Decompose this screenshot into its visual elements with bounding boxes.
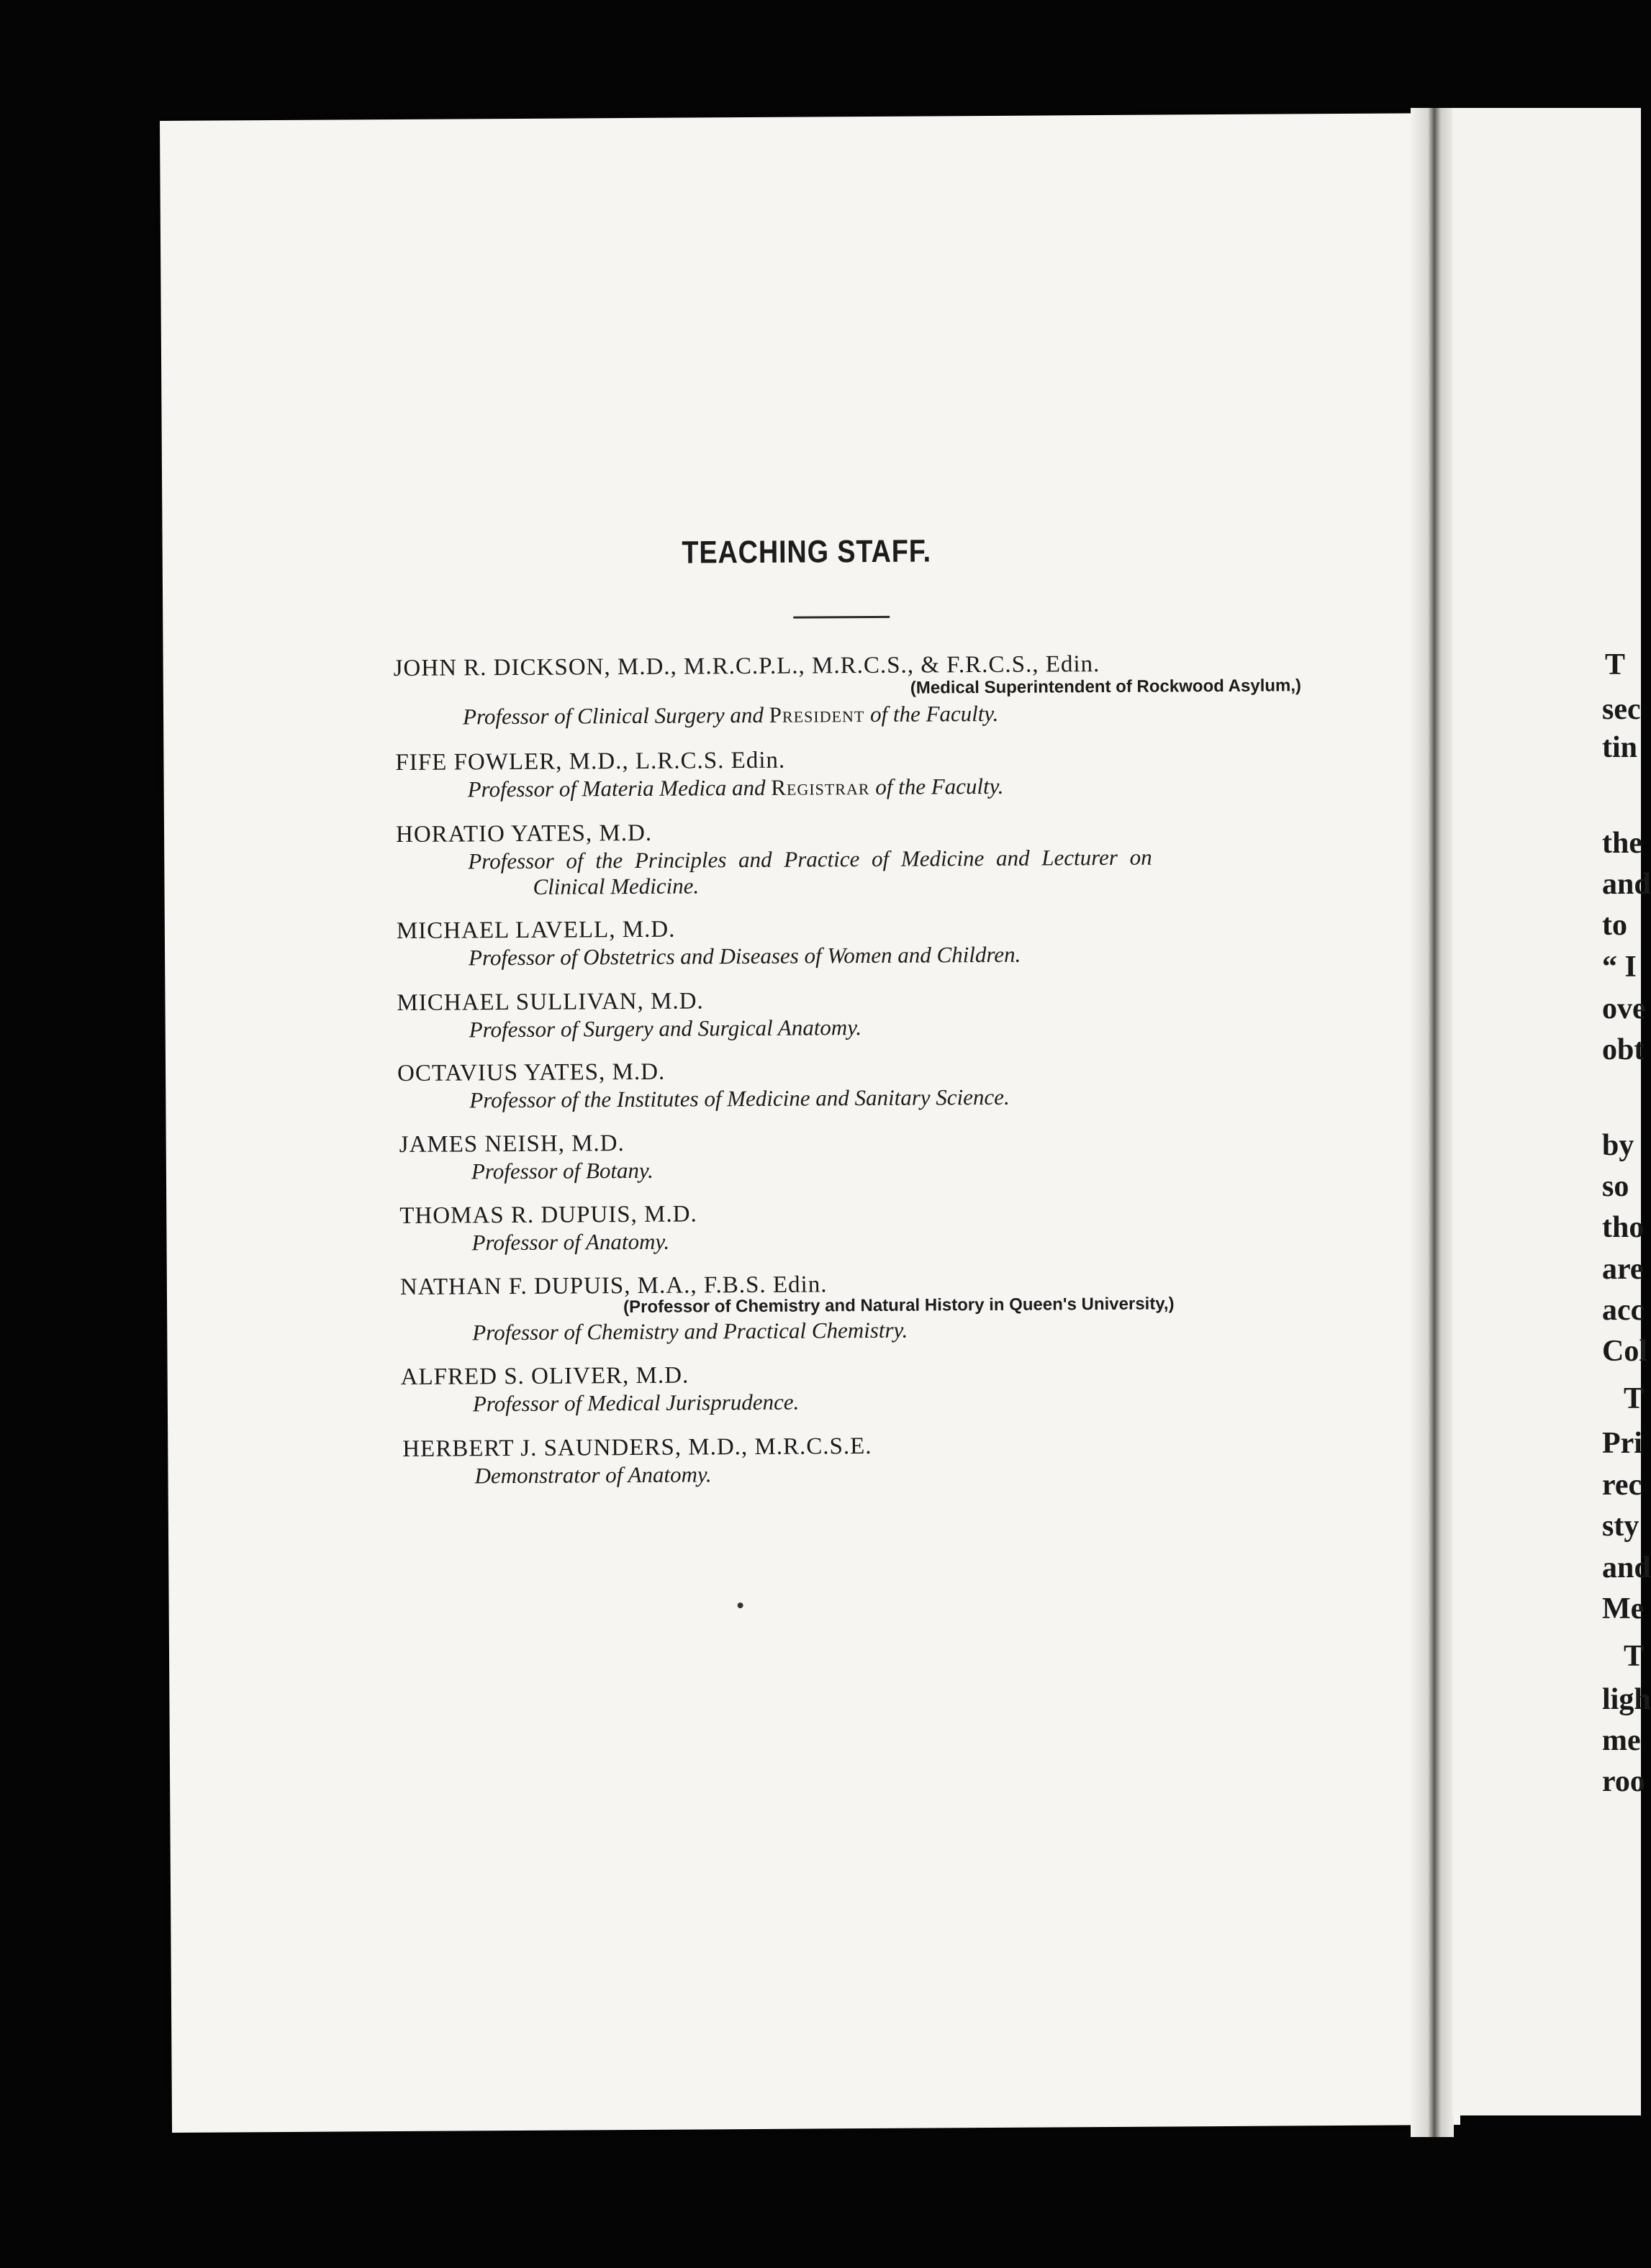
- staff-entry-sullivan: [397, 988, 862, 1043]
- staff-title: Professor of Surgery and Surgical Anatomy.: [469, 1015, 862, 1043]
- staff-entry-fowler: [395, 747, 1004, 802]
- fragment: ove: [1602, 992, 1646, 1025]
- staff-name: JAMES NEISH, M.D.: [399, 1130, 625, 1158]
- staff-title: Professor of Medical Jurisprudence.: [472, 1389, 800, 1417]
- staff-entry-lavell: [396, 916, 1021, 971]
- staff-name: MICHAEL LAVELL, M.D.: [396, 916, 676, 945]
- title-small-caps: President: [769, 702, 865, 727]
- fragment: to: [1602, 909, 1627, 942]
- heading-rule: [793, 616, 890, 619]
- fragment: Col: [1602, 1335, 1647, 1368]
- fragment: and: [1602, 868, 1651, 901]
- staff-entry-octavius-yates: [397, 1058, 1010, 1113]
- staff-title: Professor of Botany.: [471, 1157, 653, 1184]
- title-text: of the Faculty.: [875, 773, 1004, 799]
- fragment: Pri: [1602, 1427, 1642, 1460]
- staff-entry-neish: [399, 1130, 653, 1184]
- staff-entry-saunders: [402, 1433, 872, 1489]
- fragment: are: [1602, 1253, 1644, 1286]
- staff-name: JOHN R. DICKSON, M.D., M.R.C.P.L., M.R.C.S., & F.R.C.S., Edin.: [393, 651, 1100, 682]
- fragment: ligh: [1602, 1683, 1651, 1716]
- page-heading: TEACHING STAFF.: [682, 533, 932, 571]
- staff-name: HERBERT J. SAUNDERS, M.D., M.R.C.S.E.: [402, 1433, 872, 1462]
- fragment: T: [1605, 648, 1626, 681]
- staff-title: Professor of Chemistry and Practical Chemistry.: [472, 1317, 908, 1346]
- staff-title: Professor of Obstetrics and Diseases of Women and Children.: [469, 941, 1021, 971]
- title-small-caps: Registrar: [771, 774, 870, 800]
- staff-entry-horatio-yates: [395, 820, 1152, 899]
- fragment: obt: [1602, 1033, 1645, 1066]
- fragment: “ I: [1602, 951, 1637, 984]
- title-text: of the Faculty.: [869, 700, 999, 727]
- ink-speck: [738, 1602, 743, 1608]
- title-text: Professor of Materia Medica and: [467, 774, 766, 802]
- fragment: tin: [1602, 731, 1638, 764]
- fragment: by: [1602, 1129, 1634, 1162]
- fragment: the: [1602, 827, 1642, 860]
- title-text: Professor of Clinical Surgery and: [462, 702, 764, 730]
- staff-title: Professor of the Principles and Practice of Medicine and Lecturer on: [468, 844, 1152, 874]
- staff-title: Professor of Anatomy.: [471, 1228, 670, 1256]
- book-gutter: [1411, 108, 1454, 2137]
- staff-note: (Professor of Chemistry and Natural History in Queen's University,): [623, 1294, 1175, 1317]
- staff-name: ALFRED S. OLIVER, M.D.: [400, 1362, 689, 1390]
- fragment: me: [1602, 1724, 1641, 1757]
- staff-title: Demonstrator of Anatomy.: [474, 1461, 712, 1489]
- fragment: T: [1624, 1640, 1645, 1673]
- right-page: [1452, 108, 1641, 2115]
- staff-entry-nathan-dupuis: [399, 1271, 1175, 1346]
- staff-title: [463, 701, 998, 730]
- staff-name: HORATIO YATES, M.D.: [395, 820, 653, 848]
- fragment: T: [1624, 1382, 1645, 1415]
- fragment: sty: [1602, 1510, 1639, 1543]
- fragment: Me: [1602, 1592, 1645, 1625]
- bleed-through-text: [551, 493, 561, 543]
- fragment: so: [1602, 1170, 1629, 1203]
- staff-entry-dickson: [393, 651, 1302, 730]
- staff-title-continued: Clinical Medicine.: [533, 873, 700, 899]
- staff-name: OCTAVIUS YATES, M.D.: [397, 1058, 666, 1087]
- staff-name: MICHAEL SULLIVAN, M.D.: [397, 988, 704, 1017]
- fragment: rec: [1602, 1469, 1642, 1502]
- fragment: roo: [1602, 1765, 1645, 1798]
- staff-entry-oliver: [400, 1362, 800, 1417]
- staff-entry-thomas-dupuis: [399, 1201, 697, 1256]
- staff-note: (Medical Superintendent of Rockwood Asylum,): [910, 676, 1302, 698]
- staff-title: Professor of the Institutes of Medicine and Sanitary Science.: [469, 1084, 1010, 1113]
- staff-title: [468, 774, 1004, 803]
- left-page: [160, 113, 1460, 2133]
- fragment: and: [1602, 1551, 1651, 1584]
- fragment: acc: [1602, 1294, 1645, 1327]
- fragment: sec: [1602, 693, 1641, 726]
- fragment: tho: [1602, 1211, 1645, 1244]
- staff-name: FIFE FOWLER, M.D., L.R.C.S. Edin.: [395, 747, 786, 776]
- staff-name: THOMAS R. DUPUIS, M.D.: [399, 1201, 697, 1229]
- staff-name: NATHAN F. DUPUIS, M.A., F.B.S. Edin.: [399, 1271, 828, 1300]
